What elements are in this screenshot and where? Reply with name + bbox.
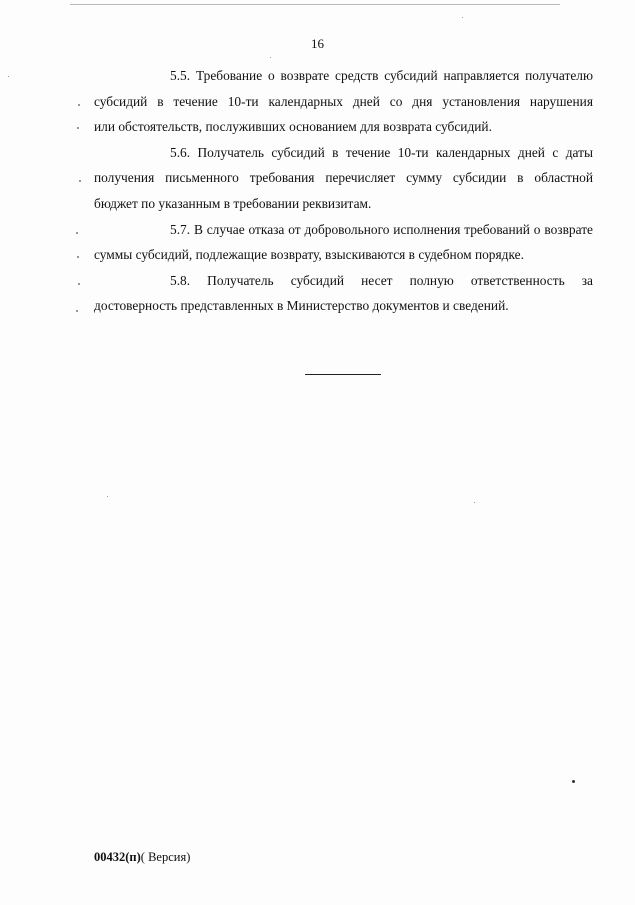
paragraph-line: 5.7. В случае отказа от добровольного исполнения требований о возврате [170,221,593,237]
scan-speck [79,180,81,182]
document-footer [94,850,190,865]
paragraph-5-5 [94,63,593,140]
scan-speck [78,283,80,285]
scan-speck [8,76,9,77]
paragraph-line: бюджет по указанным в требовании реквизитам. [94,195,372,211]
paragraph-line: получения письменного требования перечисляет сумму субсидии в областной [94,170,593,186]
paragraph-line: 5.8. Получатель субсидий несет полную ответственность за [170,272,593,288]
document-body [94,63,593,319]
paragraph-line: 5.5. Требование о возврате средств субсидий направляется получателю [170,68,593,83]
paragraph-5-7 [94,217,593,268]
scan-top-edge [70,4,560,5]
paragraph-line: суммы субсидий, подлежащие возврату, взыскиваются в судебном порядке. [94,247,524,263]
scan-speck [76,310,78,312]
scan-speck [76,232,78,234]
paragraph-line: или обстоятельств, послуживших основанием для возврата субсидий. [94,119,492,135]
page-number: 16 [311,36,324,51]
scan-speck [78,104,80,106]
scan-speck [462,17,463,18]
scan-speck [77,256,79,258]
paragraph-line: достоверность представленных в Министерство документов и сведений. [94,298,509,314]
document-version: ( Версия) [140,850,191,864]
scan-speck [572,780,575,783]
document-code: 00432(п) [94,850,141,864]
scan-speck [270,57,271,58]
scan-speck [77,127,79,129]
paragraph-5-6 [94,140,593,217]
paragraph-5-8 [94,268,593,319]
section-end-separator [305,374,381,375]
scan-speck [474,502,475,503]
scan-speck [107,496,108,497]
paragraph-line: 5.6. Получатель субсидий в течение 10-ти календарных дней с даты [170,144,593,160]
paragraph-line: субсидий в течение 10-ти календарных дней со дня установления нарушения [94,93,593,109]
